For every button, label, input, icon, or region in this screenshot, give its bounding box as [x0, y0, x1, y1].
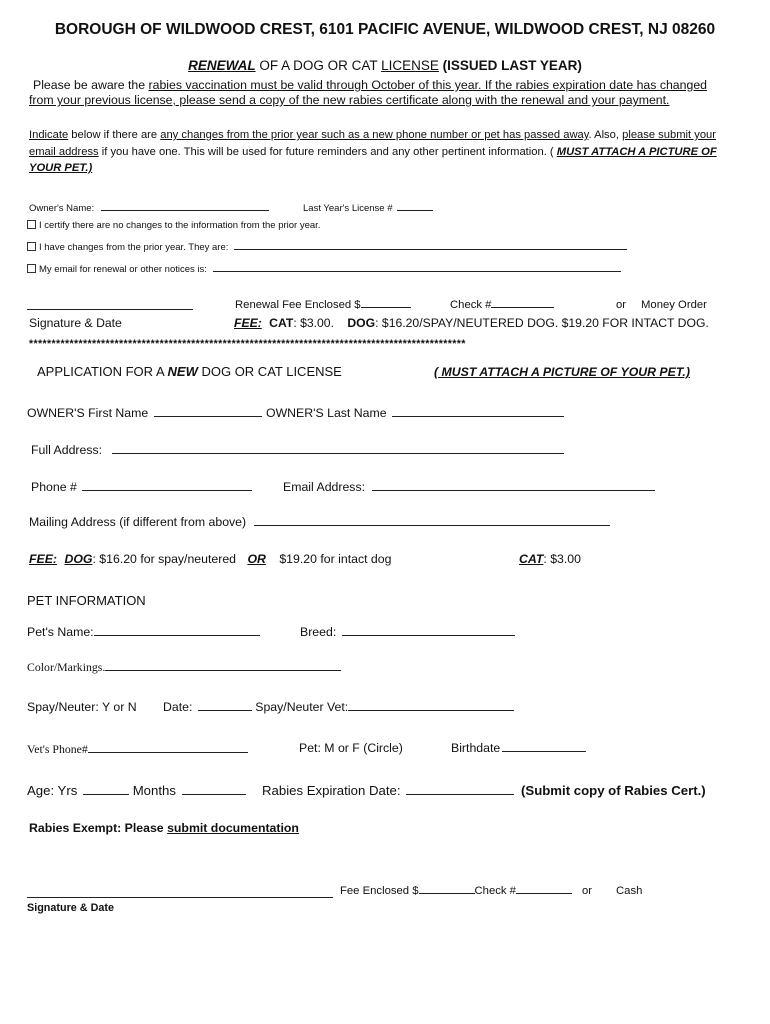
email-notice-field[interactable]: [213, 270, 621, 272]
phone-row: [31, 480, 252, 494]
spay-row: [27, 700, 137, 714]
renewal-word: RENEWAL: [188, 58, 256, 73]
phone-label: Phone #: [31, 480, 77, 494]
no-changes-option: [27, 220, 320, 231]
footer-fee-row: [340, 885, 572, 897]
footer-signature-field[interactable]: [27, 896, 333, 898]
mailing-label: Mailing Address (if different from above): [29, 515, 247, 529]
rabies-exempt-label: Rabies Exempt: Please: [29, 821, 168, 835]
footer-fee-label: Fee Enclosed $: [340, 885, 419, 897]
renewal-signature-field[interactable]: [27, 308, 193, 310]
color-field[interactable]: [105, 669, 341, 671]
changes-option: [27, 242, 627, 253]
email-row: [283, 480, 655, 494]
footer-or: or: [582, 885, 593, 897]
phone-field[interactable]: [82, 489, 252, 491]
breed-field[interactable]: [342, 634, 515, 636]
changes-checkbox[interactable]: [27, 242, 36, 251]
page-title: BOROUGH OF WILDWOOD CREST, 6101 PACIFIC AVENUE, WILDWOOD CREST, NJ 08260: [54, 21, 716, 38]
last-name-label: OWNER'S Last Name: [266, 406, 387, 420]
color-label: Color/Markings.: [27, 660, 106, 674]
owner-name-field[interactable]: [101, 209, 269, 211]
new-app-or: OR: [247, 552, 266, 566]
renewal-check-row: [450, 299, 554, 311]
new-app-fee-word: FEE:: [29, 552, 58, 566]
pet-name-label: Pet's Name:: [27, 625, 94, 639]
last-name-row: [266, 406, 564, 420]
birthdate-label: Birthdate: [451, 741, 501, 755]
spay-date-label: Date:: [163, 700, 193, 714]
rabies-notice-u1: rabies vaccination must be valid through October of this year. If the rabies expiration date has changed: [148, 78, 708, 92]
last-name-field[interactable]: [392, 415, 564, 417]
rabies-intro: Please be aware the: [33, 78, 149, 92]
birthdate-field[interactable]: [502, 750, 586, 752]
spay-date-row: [163, 700, 514, 714]
last-license-label: Last Year's License #: [303, 203, 393, 214]
new-app-pre: APPLICATION FOR A: [37, 364, 168, 379]
renewal-fee-field[interactable]: [361, 306, 411, 308]
changes-t2: . Also,: [588, 129, 623, 141]
heading-license: LICENSE: [381, 58, 439, 73]
email-notice-label: My email for renewal or other notices is:: [39, 264, 207, 275]
vet-phone-row: [27, 742, 248, 757]
new-app-dog-spay: : $16.20 for spay/neutered: [92, 552, 237, 566]
new-app-post: DOG OR CAT LICENSE: [197, 364, 342, 379]
birthdate-row: [451, 741, 586, 755]
submit-documentation-link: submit documentation: [167, 821, 299, 835]
changes-notice-line1: [29, 129, 716, 141]
new-app-new: NEW: [167, 364, 198, 379]
no-changes-checkbox[interactable]: [27, 220, 36, 229]
new-app-dog-word: DOG: [64, 552, 93, 566]
new-app-fee-row: [29, 552, 391, 566]
no-changes-label: I certify there are no changes to the information from the prior year.: [39, 220, 321, 231]
email-option: [27, 264, 621, 275]
heading-issued: (ISSUED LAST YEAR): [438, 58, 582, 73]
heading-mid: OF A DOG OR CAT: [255, 58, 382, 73]
rabies-row: [262, 783, 514, 798]
rabies-notice-line2: from your previous license, please send a copy of the new rabies certificate along with the renewal and your payment.: [29, 93, 670, 107]
indicate-word: Indicate: [29, 129, 69, 141]
new-app-must-attach: ( MUST ATTACH A PICTURE OF YOUR PET.): [434, 365, 690, 379]
section-divider: *************************************************************************************************: [29, 338, 466, 350]
breed-label: Breed:: [300, 625, 337, 639]
spay-label: Spay/Neuter: Y or N: [27, 700, 137, 714]
new-app-cat-word: CAT: [519, 552, 544, 566]
renewal-check-label: Check #: [450, 299, 492, 311]
email-address-word: email address: [29, 146, 99, 158]
footer-signature-label: Signature & Date: [27, 902, 114, 914]
spay-vet-label: Spay/Neuter Vet:: [255, 700, 349, 714]
full-address-label: Full Address:: [31, 443, 103, 457]
changes-notice-line2: [29, 146, 717, 158]
must-attach-1: MUST ATTACH A PICTURE OF: [556, 146, 717, 158]
new-app-heading: [37, 364, 342, 379]
first-name-field[interactable]: [154, 415, 262, 417]
changes-u1: any changes from the prior year such as a new phone number or pet has passed away: [160, 129, 589, 141]
last-license-row: [303, 203, 433, 214]
owner-name-label: Owner's Name:: [29, 203, 95, 214]
rabies-notice-line1: [33, 78, 707, 92]
rabies-date-field[interactable]: [406, 793, 514, 795]
renewal-cat-fee: : $3.00.: [293, 316, 334, 330]
age-row: [27, 783, 246, 798]
vet-phone-field[interactable]: [88, 751, 248, 753]
renewal-dog-fee: : $16.20/SPAY/NEUTERED DOG. $19.20 FOR INTACT DOG.: [375, 316, 709, 330]
changes-field[interactable]: [234, 248, 627, 250]
first-name-label: OWNER'S First Name: [27, 406, 149, 420]
pet-name-row: [27, 625, 260, 639]
must-attach-2: YOUR PET.): [29, 162, 93, 174]
email-field[interactable]: [372, 489, 655, 491]
submit-copy-note: (Submit copy of Rabies Cert.): [521, 783, 706, 798]
renewal-fee-label: Renewal Fee Enclosed $: [235, 299, 361, 311]
new-app-cat-fee-row: [519, 552, 581, 566]
last-license-field[interactable]: [397, 209, 433, 211]
spay-vet-field[interactable]: [348, 709, 514, 711]
age-years-field[interactable]: [83, 793, 129, 795]
money-order-label: Money Order: [641, 299, 707, 311]
vet-phone-label: Vet's Phone#: [27, 742, 88, 756]
age-months-field[interactable]: [182, 793, 246, 795]
renewal-signature-label: Signature & Date: [29, 316, 122, 330]
full-address-field[interactable]: [112, 452, 564, 454]
pet-name-field[interactable]: [94, 634, 260, 636]
full-address-row: [31, 443, 564, 457]
new-app-dog-intact: $19.20 for intact dog: [279, 552, 392, 566]
email-label: Email Address:: [283, 480, 366, 494]
owner-name-row: [29, 203, 269, 214]
renewal-fee-schedule: [234, 316, 709, 330]
footer-check-field[interactable]: [516, 892, 572, 894]
changes-label: I have changes from the prior year. They are:: [39, 242, 229, 253]
breed-row: [300, 625, 515, 639]
renewal-or: or: [616, 299, 627, 311]
renewal-fee-word: FEE:: [234, 316, 262, 330]
months-label: Months: [132, 783, 176, 798]
age-label: Age: Yrs: [27, 783, 78, 798]
renewal-fee-row: [235, 299, 411, 311]
footer-cash-label: Cash: [616, 885, 643, 897]
pet-info-heading: PET INFORMATION: [27, 593, 146, 608]
footer-fee-field[interactable]: [419, 892, 475, 894]
renewal-dog-word: DOG: [347, 316, 376, 330]
changes-t3: if you have one. This will be used for future reminders and any other pertinent information. (: [98, 146, 557, 158]
email-checkbox[interactable]: [27, 264, 36, 273]
rabies-exempt-row: [29, 821, 299, 835]
footer-check-label: Check #: [474, 885, 516, 897]
renewal-cat-word: CAT: [269, 316, 294, 330]
spay-date-field[interactable]: [198, 709, 252, 711]
mailing-row: [29, 515, 610, 529]
renewal-heading: [0, 58, 770, 73]
renewal-check-field[interactable]: [491, 306, 554, 308]
color-row: [27, 660, 341, 675]
sex-label: Pet: M or F (Circle): [299, 741, 403, 755]
rabies-label: Rabies Expiration Date:: [262, 783, 401, 798]
first-name-row: [27, 406, 262, 420]
mailing-field[interactable]: [254, 524, 610, 526]
new-app-cat-fee: : $3.00: [543, 552, 581, 566]
changes-u2: please submit your: [622, 129, 717, 141]
changes-t1: below if there are: [68, 129, 161, 141]
